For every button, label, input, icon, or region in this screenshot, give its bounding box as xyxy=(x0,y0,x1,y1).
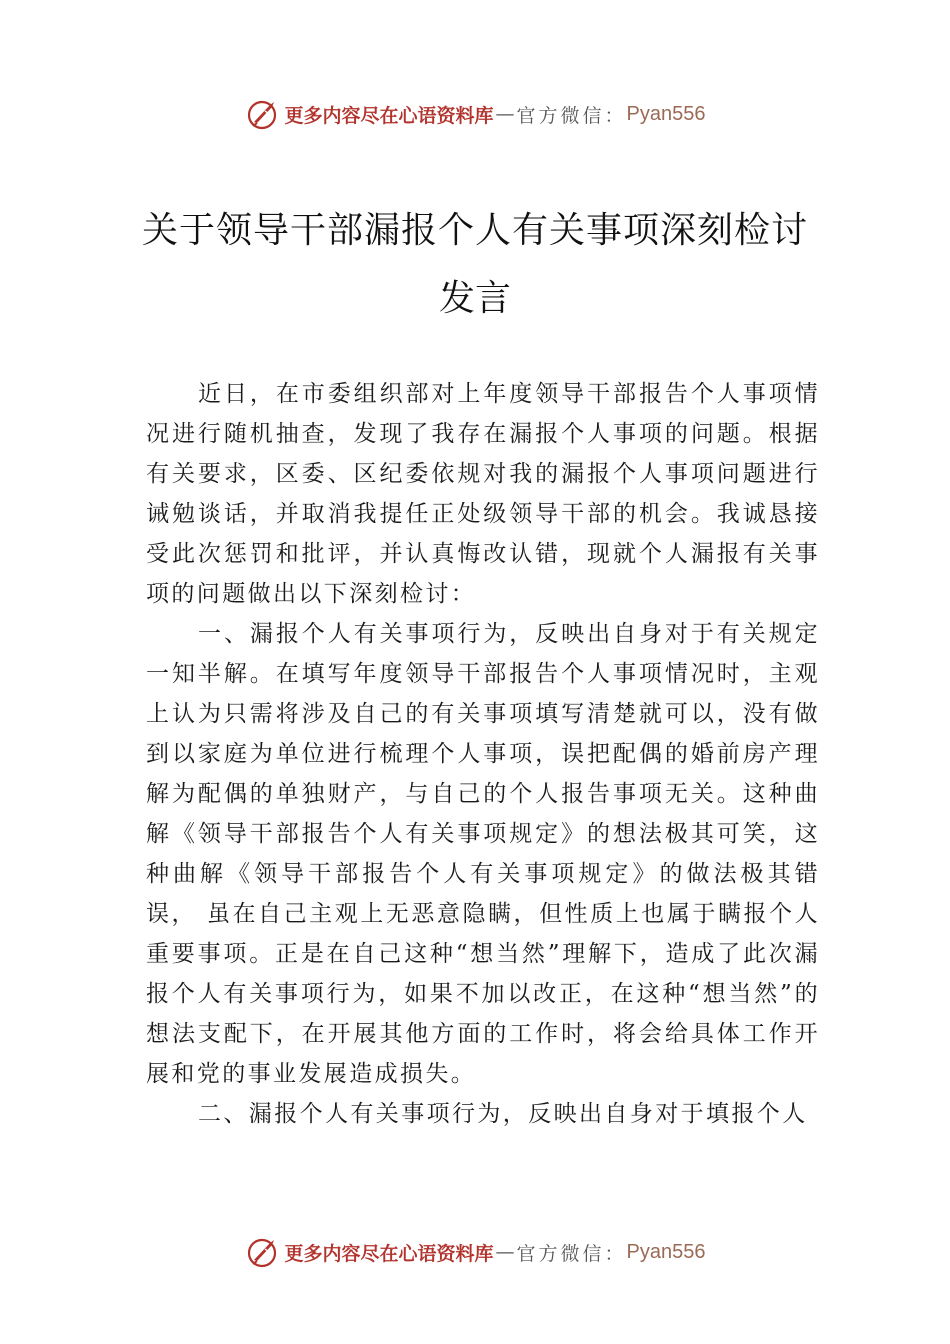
document-title-line2: 发言 xyxy=(438,278,511,319)
header-banner xyxy=(0,92,950,136)
wechat-label: 官方微信： xyxy=(516,104,627,127)
banner-separator: — xyxy=(495,103,515,125)
wechat-id: Pyan556 xyxy=(626,1240,706,1263)
paragraph: 二、漏报个人有关事项行为，反映出自身对于填报个人 xyxy=(198,1101,808,1127)
footer-banner xyxy=(0,1230,950,1274)
banner-separator: — xyxy=(495,1241,515,1263)
paragraph: 近日，在市委组织部对上年度领导干部报告个人事项情况进行随机抽查，发现了我存在漏报个人事项的问题。根据有关要求，区委、区纪委依规对我的漏报个人事项问题进行诫勉谈话，并取消我提任正处级领导干部的机会。我诚恳接受此次惩罚和批评，并认真悔改认错，现就个人漏报有关事项的问题做出以下深刻检讨： xyxy=(146,381,820,607)
wechat-label: 官方微信： xyxy=(516,1242,627,1265)
document-title-line1: 关于领导干部漏报个人有关事项深刻检讨 xyxy=(141,210,808,251)
document-body xyxy=(146,374,820,1134)
wechat-id: Pyan556 xyxy=(626,102,706,125)
brand-text: 更多内容尽在心语资料库 xyxy=(284,104,494,127)
quill-pen-logo-icon xyxy=(245,1234,281,1270)
paragraph: 一、漏报个人有关事项行为，反映出自身对于有关规定一知半解。在填写年度领导干部报告个人事项情况时，主观上认为只需将涉及自己的有关事项填写清楚就可以，没有做到以家庭为单位进行梳理个人事项，误把配偶的婚前房产理解为配偶的单独财产，与自己的个人报告事项无关。这种曲解《领导干部报告个人有关事项规定》的想法极其可笑，这种曲解《领导干部报告个人有关事项规定》的做法极其错误， 虽在自己主观上无恶意隐瞒，但性质上也属于瞒报个人重要事项。正是在自己这种“想当然”理解下，造成了此次漏报个人有关事项行为，如果不加以改正，在这种“想当然”的想法支配下，在开展其他方面的工作时，将会给具体工作开展和党的事业发展造成损失。 xyxy=(146,621,820,1087)
brand-text: 更多内容尽在心语资料库 xyxy=(284,1242,494,1265)
quill-pen-logo-icon xyxy=(245,96,281,132)
